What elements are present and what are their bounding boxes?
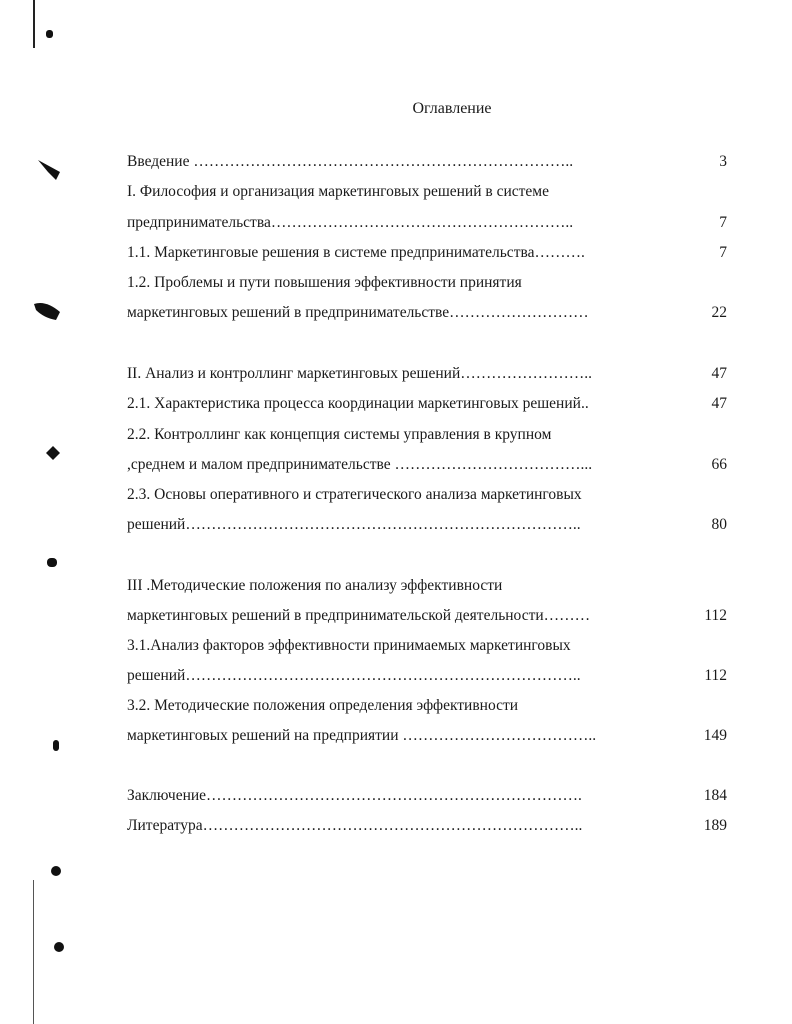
toc-line: [127, 605, 727, 627]
toc-entry-text: II. Анализ и контроллинг маркетинговых решений……………………..: [127, 365, 592, 382]
scan-blot: [46, 446, 60, 460]
toc-line: [127, 363, 727, 385]
toc-title: Оглавление: [412, 100, 492, 117]
scan-speck: [54, 942, 64, 952]
toc-page-number: 47: [711, 395, 727, 412]
toc-line: [127, 785, 727, 807]
toc-entry-text: 3.1.Анализ факторов эффективности принимаемых маркетинговых: [127, 637, 571, 654]
toc-entry-text: решений…………………………………………………………………..: [127, 667, 581, 684]
toc-entry-text: I. Философия и организация маркетинговых решений в системе: [127, 183, 549, 200]
toc-line: [127, 212, 727, 234]
toc-line: [127, 272, 727, 294]
toc-line: [127, 575, 727, 597]
toc-entry-text: маркетинговых решений в предпринимательстве………………………: [127, 304, 589, 321]
toc-entry-text: Заключение……………………………………………………………….: [127, 787, 582, 804]
toc-line: [127, 514, 727, 536]
toc-entry-text: 1.2. Проблемы и пути повышения эффективности принятия: [127, 274, 522, 291]
toc-entry-text: решений…………………………………………………………………..: [127, 516, 581, 533]
toc-entry-text: 2.1. Характеристика процесса координации маркетинговых решений..: [127, 395, 589, 412]
toc-page-number: 80: [711, 516, 727, 533]
toc-line: [127, 302, 727, 324]
toc-page-number: 189: [703, 817, 727, 834]
toc-entry-text: 3.2. Методические положения определения эффективности: [127, 697, 519, 714]
toc-line: [127, 393, 727, 415]
toc-page-number: 112: [704, 667, 727, 684]
toc-page-number: 184: [703, 787, 727, 804]
toc-line: [127, 725, 727, 747]
toc-page-number: 22: [711, 304, 727, 321]
toc-line: [127, 242, 727, 264]
scan-blot: [38, 160, 62, 182]
toc-entry-text: Введение ………………………………………………………………..: [127, 153, 574, 170]
toc-page-number: 112: [704, 607, 727, 624]
toc-entry-text: 2.3. Основы оперативного и стратегического анализа маркетинговых: [127, 486, 582, 503]
toc-page-number: 149: [703, 727, 727, 744]
toc-page-number: 47: [711, 365, 727, 382]
toc-line: [127, 665, 727, 687]
toc-line: [127, 635, 727, 657]
toc-line: [127, 484, 727, 506]
toc-entry-text: ,среднем и малом предпринимательстве ………………………………...: [127, 456, 593, 473]
toc-page-number: 7: [719, 244, 727, 261]
toc-page-number: 7: [719, 214, 727, 231]
toc-entry-text: Литература………………………………………………………………..: [127, 817, 583, 834]
toc-entry-text: маркетинговых решений в предпринимательской деятельности………: [127, 607, 591, 624]
scan-speck: [47, 558, 57, 567]
toc-entry-text: 1.1. Маркетинговые решения в системе предпринимательства……….: [127, 244, 585, 261]
scan-speck: [46, 30, 53, 38]
toc-entry-text: предпринимательства…………………………………………………..: [127, 214, 574, 231]
toc-line: [127, 424, 727, 446]
scan-blot: [34, 300, 64, 324]
toc-entry-text: 2.2. Контроллинг как концепция системы управления в крупном: [127, 426, 552, 443]
toc-line: [127, 815, 727, 837]
toc-line: [127, 695, 727, 717]
scan-speck: [53, 740, 59, 751]
toc-page-number: 66: [711, 456, 727, 473]
toc-line: [127, 151, 727, 173]
toc-line: [127, 454, 727, 476]
toc-entry-text: маркетинговых решений на предприятии ………………………………..: [127, 727, 597, 744]
scan-speck: [51, 866, 61, 876]
toc-entry-text: III .Методические положения по анализу эффективности: [127, 577, 503, 594]
toc-line: [127, 181, 727, 203]
scan-edge-line: [33, 0, 35, 48]
scan-edge-line: [33, 880, 34, 1024]
toc-page-number: 3: [719, 153, 727, 170]
